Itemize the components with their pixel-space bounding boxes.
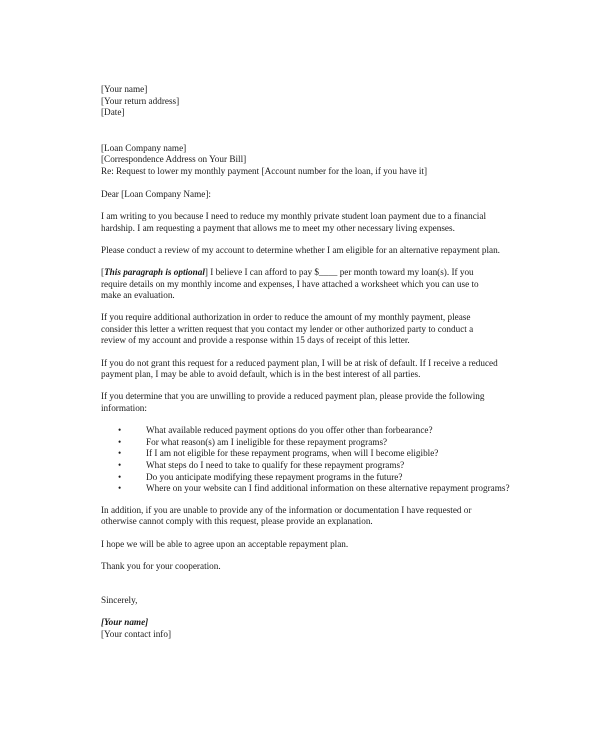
bullet-icon: • bbox=[118, 436, 122, 447]
paragraph-agreement-hope: I hope we will be able to agree upon an acceptable repayment plan. bbox=[101, 538, 349, 549]
bullet-icon: • bbox=[118, 448, 122, 459]
recipient-company: [Loan Company name] bbox=[101, 142, 187, 153]
paragraph-hardship: I am writing to you because I need to reduce my monthly private student loan payment due to a financial hardship. I am requesting a payment that allows me to meet my other necessary living expenses. bbox=[101, 210, 486, 233]
subject-line: Re: Request to lower my monthly payment [Account number for the loan, if you have it] bbox=[101, 165, 428, 176]
sender-block bbox=[101, 84, 521, 119]
spacer bbox=[101, 583, 521, 595]
paragraph-information-request: If you determine that you are unwilling to provide a reduced payment plan, please provide the following information: bbox=[101, 391, 485, 414]
spacer bbox=[101, 119, 521, 143]
paragraph-thanks: Thank you for your cooperation. bbox=[101, 560, 221, 571]
list-item: • If I am not eligible for these repayment programs, when will I become eligible? bbox=[118, 448, 439, 459]
paragraph-explanation-request: In addition, if you are unable to provide any of the information or documentation I have requested or otherwise cannot comply with this request, please provide an explanation. bbox=[101, 504, 472, 527]
bullet-icon: • bbox=[118, 460, 122, 470]
list-item: • Do you anticipate modifying these repayment programs in the future? bbox=[118, 471, 403, 482]
signature-block bbox=[101, 617, 521, 640]
sender-name: [Your name] bbox=[101, 84, 148, 94]
sender-address: [Your return address] bbox=[101, 95, 180, 106]
bullet-icon: • bbox=[118, 471, 122, 482]
closing: Sincerely, bbox=[101, 594, 138, 605]
paragraph-review-request: Please conduct a review of my account to determine whether I am eligible for an alternative repayment plan. bbox=[101, 244, 500, 255]
optional-label: This paragraph is optional bbox=[104, 266, 205, 277]
spacer bbox=[101, 178, 521, 189]
letter-date: [Date] bbox=[101, 107, 125, 118]
signature-name: [Your name] bbox=[101, 617, 149, 628]
bullet-icon: • bbox=[118, 425, 122, 436]
signature-contact: [Your contact info] bbox=[101, 628, 171, 639]
list-item: • What steps do I need to take to qualify for these repayment programs? bbox=[118, 460, 405, 470]
paragraph-optional-affordability: [This paragraph is optional] I believe I can afford to pay $____ per month toward my loan(s). If you require details on my monthly income and expenses, I have attached a worksheet which you can use to make an evaluation. bbox=[101, 266, 479, 301]
recipient-block bbox=[101, 143, 521, 178]
salutation: Dear [Loan Company Name]: bbox=[101, 188, 211, 199]
recipient-address: [Correspondence Address on Your Bill] bbox=[101, 154, 247, 165]
paragraph-default-risk: If you do not grant this request for a reduced payment plan, I will be at risk of default. If I receive a reduced payment plan, I may be able to avoid default, which is in the best interest of all parties. bbox=[101, 357, 498, 380]
bullet-icon: • bbox=[118, 483, 122, 494]
list-item: • What available reduced payment options do you offer other than forbearance? bbox=[118, 425, 433, 436]
paragraph-authorization: If you require additional authorization in order to reduce the amount of my monthly payment, please consider this letter a written request that you contact my lender or other authorized party to conduct a review of my account and provide a response within 15 days of receipt of this letter. bbox=[101, 312, 474, 346]
list-item: • For what reason(s) am I ineligible for these repayment programs? bbox=[118, 436, 388, 447]
question-list bbox=[101, 425, 521, 495]
list-item: • Where on your website can I find additional information on these alternative repayment programs? bbox=[118, 483, 510, 494]
letter-document bbox=[101, 84, 521, 640]
